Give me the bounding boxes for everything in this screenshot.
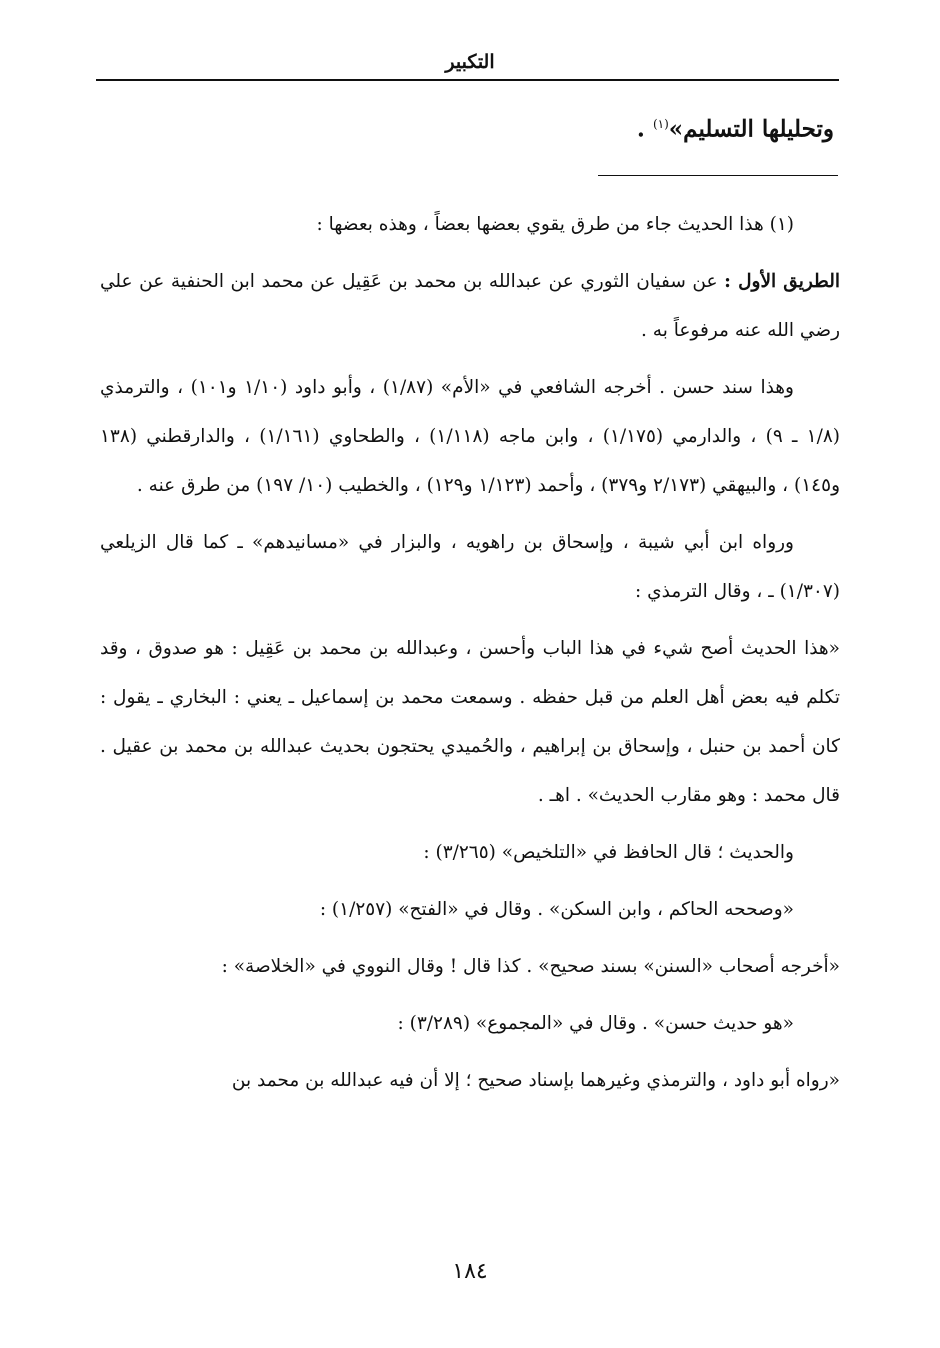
first-route-text: عن سفيان الثوري عن عبدالله بن محمد بن عَقِيل عن محمد ابن الحنفية عن علي رضي الله عنه مرفوعاً به . [100, 271, 840, 341]
main-text-tail: . [636, 115, 653, 143]
main-text: وتحليلها التسليم» [668, 115, 834, 143]
running-header-title: التكبير [445, 51, 495, 73]
footnote-divider [598, 175, 838, 176]
main-text-line [174, 104, 834, 150]
footnote-marker[interactable]: (١) [652, 117, 669, 131]
footnote-other-narrators: ورواه ابن أبي شيبة ، وإسحاق بن راهويه ، والبزار في «مسانيدهم» ـ كما قال الزيلعي (١/٣٠٧) ـ ، وقال الترمذي : [100, 532, 840, 602]
footnotes-section [100, 200, 840, 1113]
header-divider [96, 79, 839, 81]
footnote-hafiz-talkhis: والحديث ؛ قال الحافظ في «التلخيص» (٣/٢٦٥) : [423, 842, 794, 863]
footnote-hakim-quote: «وصححه الحاكم ، وابن السكن» . وقال في «الفتح» (١/٢٥٧) : [319, 899, 794, 920]
footnote-first-route [100, 257, 840, 355]
footnote-intro: (١) هذا الحديث جاء من طرق يقوي بعضها بعضاً ، وهذه بعضها : [316, 214, 794, 235]
footnote-hasan-quote: «هو حديث حسن» . وقال في «المجموع» (٣/٢٨٩) : [397, 1013, 794, 1034]
footnote-ashab-sunan-quote: «أخرجه أصحاب «السنن» بسند صحيح» . كذا قال ! وقال النووي في «الخلاصة» : [221, 956, 840, 977]
footnote-majmu-quote: «رواه أبو داود ، والترمذي وغيرهما بإسناد صحيح ؛ إلا أن فيه عبدالله بن محمد بن [231, 1070, 840, 1091]
footnote-takhrij: وهذا سند حسن . أخرجه الشافعي في «الأم» (١/٨٧) ، وأبو داود (١/١٠ و١٠١) ، والترمذي (١/٨ ـ ٩) ، والدارمي (١/١٧٥) ، وابن ماجه (١/١١٨) ، والطحاوي (١/١٦١) ، والدارقطني (١٣٨ و١٤٥) ، والبيهقي (٢/١٧٣ و٣٧٩) ، وأحمد (١/١٢٣ و١٢٩) ، والخطيب (١٠/ ١٩٧) من طرق عنه . [100, 377, 840, 496]
page-number: ١٨٤ [452, 1259, 488, 1284]
footnote-tirmidhi-quote: «هذا الحديث أصح شيء في هذا الباب وأحسن ، وعبدالله بن محمد بن عَقِيل : هو صدوق ، وقد تكلم فيه بعض أهل العلم من قبل حفظه . وسمعت محمد بن إسماعيل ـ يعني : البخاري ـ يقول : كان أحمد بن حنبل ، وإسحاق بن إبراهيم ، والحُميدي يحتجون بحديث عبدالله بن محمد بن عقيل . قال محمد : وهو مقارب الحديث» . اهـ . [100, 638, 840, 806]
first-route-heading: الطريق الأول : [724, 271, 840, 292]
